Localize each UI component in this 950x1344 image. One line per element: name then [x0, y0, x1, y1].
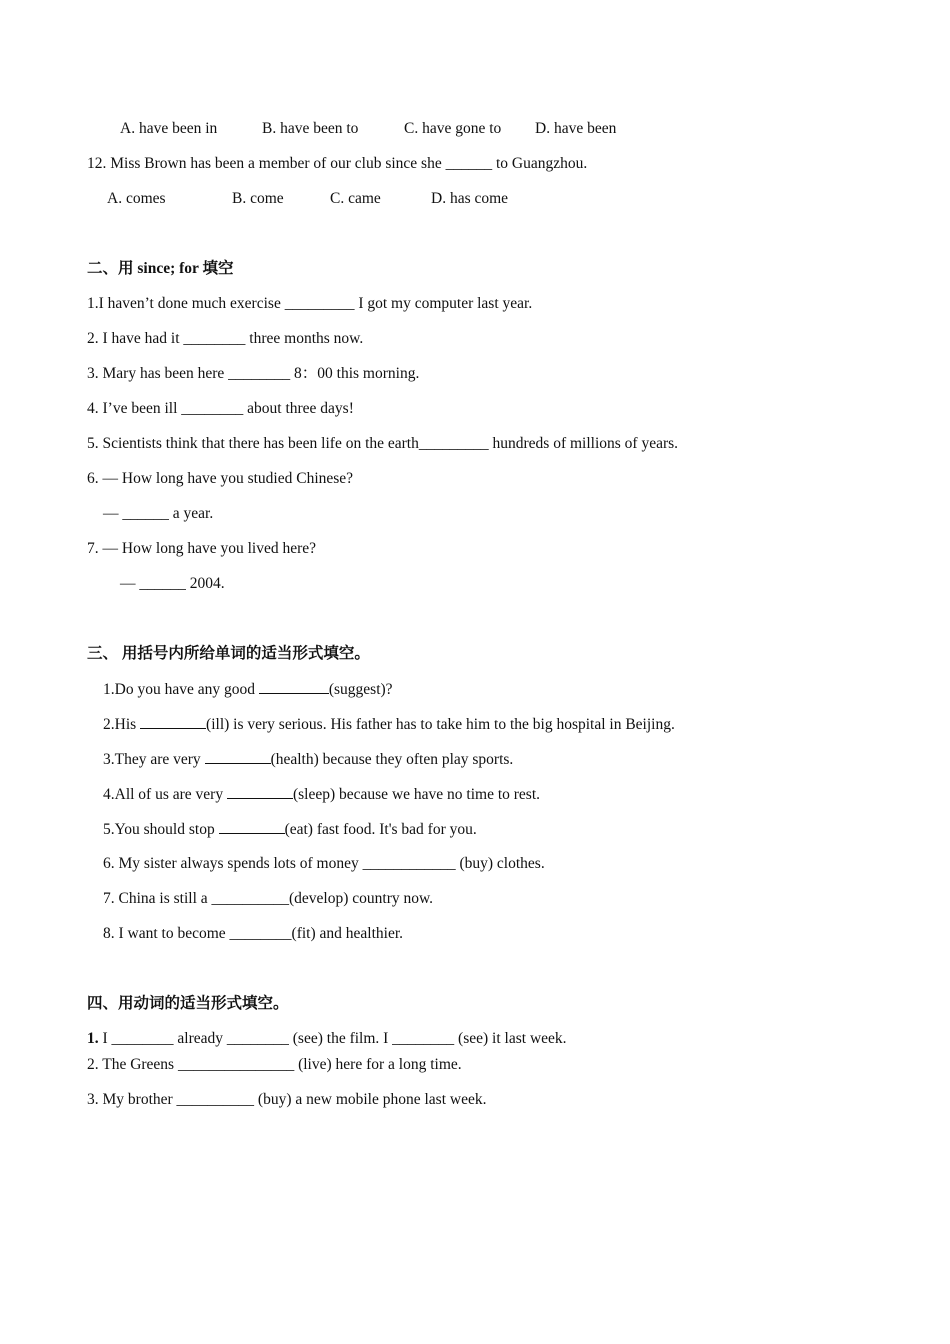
- section2-item-6-question: 6. — How long have you studied Chinese?: [87, 470, 354, 487]
- section4-item-3: 3. My brother __________ (buy) a new mobile phone last week.: [87, 1091, 487, 1108]
- answer-blank: [205, 749, 271, 764]
- section2-item-7-question: 7. — How long have you lived here?: [87, 540, 316, 557]
- q12-stem-after: to Guangzhou.: [492, 155, 588, 172]
- section2-title: 二、用 since; for 填空: [87, 260, 234, 277]
- section3-item-2: 2.His (ill) is very serious. His father has to take him to the big hospital in Beijing.: [103, 716, 675, 733]
- q12-stem-before: 12. Miss Brown has been a member of our club since she: [87, 155, 446, 172]
- section2-item-2: 2. I have had it ________ three months now.: [87, 330, 364, 347]
- q11-option-c: C. have gone to: [404, 120, 502, 137]
- q12-blank: ______: [445, 155, 493, 172]
- section4-item-1: 1. I ________ already ________ (see) the film. I ________ (see) it last week.: [87, 1030, 567, 1047]
- section3-item-1: 1.Do you have any good (suggest)?: [103, 681, 393, 698]
- q12-option-a: A. comes: [107, 190, 166, 207]
- q11-option-b: B. have been to: [262, 120, 359, 137]
- section4-item-2: 2. The Greens _______________ (live) here for a long time.: [87, 1056, 462, 1073]
- section3-item-5: 5.You should stop (eat) fast food. It's bad for you.: [103, 821, 477, 838]
- section2-item-6-answer: — ______ a year.: [103, 505, 214, 522]
- q11-option-a: A. have been in: [120, 120, 218, 137]
- q12-option-d: D. has come: [431, 190, 509, 207]
- answer-blank: [227, 784, 293, 799]
- section3-item-3: 3.They are very (health) because they often play sports.: [103, 751, 514, 768]
- section2-item-7-answer: — ______ 2004.: [120, 575, 225, 592]
- q12-option-b: B. come: [232, 190, 284, 207]
- section2-item-5: 5. Scientists think that there has been life on the earth_________ hundreds of millions of years.: [87, 435, 679, 452]
- section3-item-4: 4.All of us are very (sleep) because we have no time to rest.: [103, 786, 541, 803]
- section3-title: 三、 用括号内所给单词的适当形式填空。: [87, 645, 370, 662]
- q11-option-d: D. have been: [535, 120, 617, 137]
- q12-option-c: C. came: [330, 190, 381, 207]
- answer-blank: [219, 819, 285, 834]
- section4-item-1-number: 1.: [87, 1030, 99, 1047]
- section3-item-8: 8. I want to become ________(fit) and healthier.: [103, 925, 404, 942]
- section4-title: 四、用动词的适当形式填空。: [87, 995, 289, 1012]
- answer-blank: [259, 679, 329, 694]
- q12-stem: [87, 154, 587, 174]
- section2-item-4: 4. I’ve been ill ________ about three days!: [87, 400, 354, 417]
- section2-item-1: 1.I haven’t done much exercise _________ I got my computer last year.: [87, 295, 533, 312]
- section3-item-6: 6. My sister always spends lots of money ____________ (buy) clothes.: [103, 855, 545, 872]
- answer-blank: [140, 714, 206, 729]
- section3-item-7: 7. China is still a __________(develop) country now.: [103, 890, 434, 907]
- section2-item-3: 3. Mary has been here ________ 8：00 this morning.: [87, 365, 420, 382]
